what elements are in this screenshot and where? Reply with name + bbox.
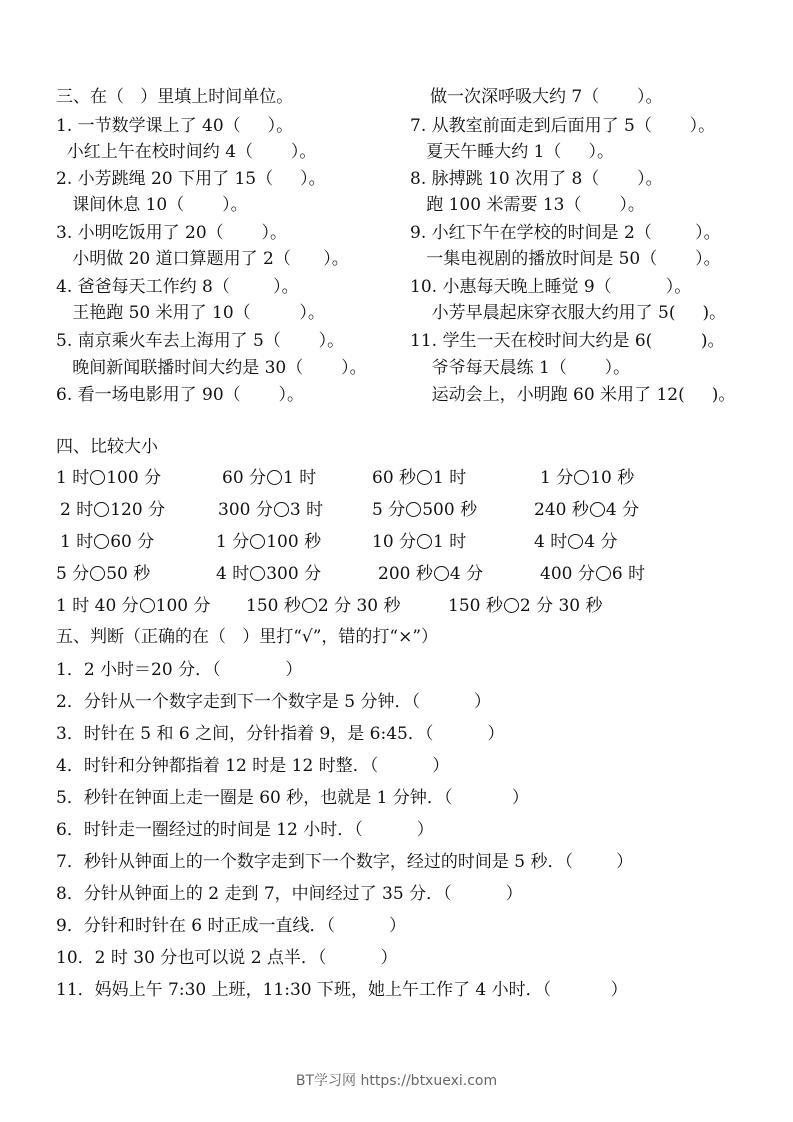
question-line: 做一次深呼吸大约 7（ ）。 xyxy=(430,87,663,107)
left-value: 2 时 xyxy=(60,500,94,520)
right-value: 3 时 xyxy=(289,500,324,520)
left-value: 150 秒 xyxy=(246,596,301,616)
question-line: 1. 一节数学课上了 40（ ）。 xyxy=(56,116,294,136)
right-value: 10 秒 xyxy=(590,468,635,488)
comparison-item xyxy=(372,531,466,553)
circle-blank xyxy=(274,502,289,517)
left-value: 300 分 xyxy=(218,500,273,520)
question-line: 3. 小明吃饭用了 20（ ）。 xyxy=(56,223,287,243)
left-value: 1 分 xyxy=(216,532,250,552)
list-item: 10．2 时 30 分也可以说 2 点半．（ ） xyxy=(56,948,398,968)
comparison-item xyxy=(60,499,165,521)
question-line: 王艳跑 50 米用了 10（ ）。 xyxy=(56,303,325,323)
comparison-item xyxy=(218,499,323,521)
right-value: 2 分 30 秒 xyxy=(317,596,401,616)
list-item: 3．时针在 5 和 6 之间，分针指着 9，是 6:45．（ ） xyxy=(56,724,505,744)
circle-blank xyxy=(417,534,432,549)
circle-blank xyxy=(267,470,282,485)
question-line: 运动会上，小明跑 60 米用了 12( )。 xyxy=(410,385,736,405)
circle-blank xyxy=(504,598,519,613)
right-value: 1 时 xyxy=(283,468,317,488)
right-value: 100 秒 xyxy=(266,532,322,552)
comparison-item xyxy=(448,595,603,617)
question-line: 9. 小红下午在学校的时间是 2（ ）。 xyxy=(410,223,721,243)
circle-blank xyxy=(90,566,105,581)
footer-watermark: BT学习网 https://btxuexi.com xyxy=(295,1073,498,1089)
circle-blank xyxy=(590,502,605,517)
comparison-item xyxy=(372,467,466,489)
right-value: 4 分 xyxy=(449,564,484,584)
list-item: 9．分针和时针在 6 时正成一直线．（ ） xyxy=(56,916,406,936)
question-line: 跑 100 米需要 13（ ）。 xyxy=(410,195,645,215)
comparison-item xyxy=(534,499,639,521)
list-item: 1．2 小时＝20 分．（ ） xyxy=(56,660,303,680)
right-value: 6 时 xyxy=(611,564,646,584)
circle-blank xyxy=(94,534,109,549)
left-value: 10 分 xyxy=(372,532,417,552)
comparison-item xyxy=(56,467,161,489)
section-3-title: 三、在（ ）里填上时间单位。 xyxy=(56,87,294,107)
left-value: 1 时 xyxy=(60,532,94,552)
question-line: 11. 学生一天在校时间大约是 6( )。 xyxy=(410,331,725,351)
left-value: 4 时 xyxy=(534,532,568,552)
list-item: 7．秒针从钟面上的一个数字走到下一个数字，经过的时间是 5 秒．（ ） xyxy=(56,852,634,872)
left-value: 1 分 xyxy=(540,468,574,488)
circle-blank xyxy=(574,470,589,485)
left-value: 200 秒 xyxy=(378,564,433,584)
right-value: 60 分 xyxy=(110,532,155,552)
comparison-item xyxy=(378,563,483,585)
right-value: 100 分 xyxy=(106,468,162,488)
left-value: 1 时 40 分 xyxy=(56,596,139,616)
circle-blank xyxy=(417,470,432,485)
right-value: 2 分 30 秒 xyxy=(519,596,603,616)
left-value: 60 秒 xyxy=(372,468,417,488)
comparison-item xyxy=(60,531,154,553)
comparison-item xyxy=(56,563,150,585)
comparison-item xyxy=(372,499,477,521)
comparison-item xyxy=(216,531,321,553)
comparison-item xyxy=(56,595,211,617)
right-value: 500 秒 xyxy=(422,500,478,520)
circle-blank xyxy=(250,534,265,549)
list-item: 2．分针从一个数字走到下一个数字是 5 分钟．（ ） xyxy=(56,692,491,712)
circle-blank xyxy=(250,566,265,581)
comparison-item xyxy=(540,563,645,585)
circle-blank xyxy=(140,598,155,613)
circle-blank xyxy=(94,502,109,517)
section-4-title: 四、比较大小 xyxy=(56,437,158,457)
question-line: 7. 从教室前面走到后面用了 5（ ）。 xyxy=(410,116,716,136)
list-item: 8．分针从钟面上的 2 走到 7，中间经过了 35 分．（ ） xyxy=(56,884,523,904)
left-value: 4 时 xyxy=(216,564,250,584)
question-line: 夏天午睡大约 1（ ）。 xyxy=(410,142,614,162)
circle-blank xyxy=(302,598,317,613)
right-value: 120 分 xyxy=(110,500,166,520)
comparison-item xyxy=(534,531,617,553)
question-line: 小明做 20 道口算题用了 2（ ）。 xyxy=(56,249,349,269)
circle-blank xyxy=(596,566,611,581)
circle-blank xyxy=(406,502,421,517)
left-value: 400 分 xyxy=(540,564,595,584)
question-line: 6. 看一场电影用了 90（ ）。 xyxy=(56,385,304,405)
right-value: 4 分 xyxy=(605,500,640,520)
question-line: 2. 小芳跳绳 20 下用了 15（ ）。 xyxy=(56,169,326,189)
left-value: 5 分 xyxy=(56,564,90,584)
right-value: 1 时 xyxy=(433,532,467,552)
list-item: 11．妈妈上午 7:30 上班，11:30 下班，她上午工作了 4 小时．（ ） xyxy=(56,980,628,1000)
question-line: 4. 爸爸每天工作约 8（ ）。 xyxy=(56,277,299,297)
question-line: 小芳早晨起床穿衣服大约用了 5( )。 xyxy=(410,303,727,323)
circle-blank xyxy=(90,470,105,485)
right-value: 50 秒 xyxy=(106,564,151,584)
question-line: 8. 脉搏跳 10 次用了 8（ ）。 xyxy=(410,169,663,189)
section-5-title: 五、判断（正确的在（ ）里打“√”，错的打“×”） xyxy=(56,627,439,647)
circle-blank xyxy=(568,534,583,549)
question-line: 爷爷每天晨练 1（ ）。 xyxy=(410,358,631,378)
left-value: 60 分 xyxy=(222,468,267,488)
question-line: 5. 南京乘火车去上海用了 5（ ）。 xyxy=(56,331,345,351)
question-line: 课间休息 10（ ）。 xyxy=(56,195,248,215)
left-value: 1 时 xyxy=(56,468,90,488)
comparison-item xyxy=(222,467,316,489)
right-value: 300 分 xyxy=(266,564,322,584)
left-value: 5 分 xyxy=(372,500,406,520)
left-value: 240 秒 xyxy=(534,500,589,520)
question-line: 晚间新闻联播时间大约是 30（ ）。 xyxy=(56,358,367,378)
right-value: 1 时 xyxy=(433,468,467,488)
list-item: 4．时针和分钟都指着 12 时是 12 时整．（ ） xyxy=(56,756,450,776)
question-line: 10. 小惠每天晚上睡觉 9（ ）。 xyxy=(410,277,692,297)
right-value: 4 分 xyxy=(584,532,618,552)
comparison-item xyxy=(216,563,321,585)
question-line: 小红上午在校时间约 4（ ）。 xyxy=(56,142,317,162)
list-item: 6．时针走一圈经过的时间是 12 小时．（ ） xyxy=(56,820,434,840)
question-line: 一集电视剧的播放时间是 50（ ）。 xyxy=(410,249,721,269)
comparison-item xyxy=(246,595,401,617)
circle-blank xyxy=(434,566,449,581)
list-item: 5．秒针在钟面上走一圈是 60 秒，也就是 1 分钟．（ ） xyxy=(56,788,529,808)
comparison-item xyxy=(540,467,634,489)
left-value: 150 秒 xyxy=(448,596,503,616)
right-value: 100 分 xyxy=(155,596,211,616)
